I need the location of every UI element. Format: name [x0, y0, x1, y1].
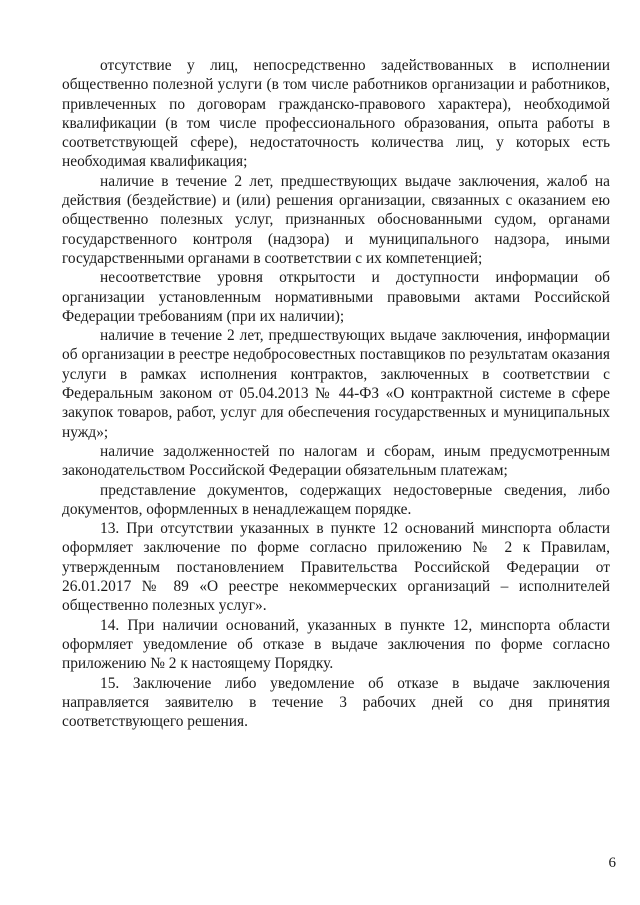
- paragraph-tax-debts: наличие задолженностей по налогам и сборам, иным предусмотренным законодательством Российской Федерации обязательным платежам;: [62, 442, 610, 480]
- paragraph-no-qualification: отсутствие у лиц, непосредственно задействованных в исполнении общественно полезной услуги (в том числе работников организации и работников, привлеченных по договорам гражданско-правового характера), необходимой квалификации (в том числе профессионального образования, опыта работы в соответствующей сфере), недостаточность количества лиц, у которых есть необходимая квалификация;: [62, 57, 610, 171]
- paragraph-information-openness: несоответствие уровня открытости и доступности информации об организации установленным нормативными правовыми актами Российской Федерации требованиям (при их наличии);: [62, 269, 610, 325]
- paragraph-complaints: наличие в течение 2 лет, предшествующих выдаче заключения, жалоб на действия (бездействие) и (или) решения организации, связанных с оказанием ею общественно полезных услуг, признанных обоснованными судом, органами государственного контроля (надзора) и муниципального надзора, иными государственными органами в соответствии с их компетенцией;: [62, 172, 610, 267]
- paragraph-unfair-suppliers-registry: наличие в течение 2 лет, предшествующих выдаче заключения, информации об организации в реестре недобросовестных поставщиков по результатам оказания услуги в рамках исполнения контрактов, заключенных в соответствии с Федеральным законом от 05.04.2013 № 44-ФЗ «О контрактной системе в сфере закупок товаров, работ, услуг для обеспечения государственных и муниципальных нужд»;: [62, 327, 610, 441]
- document-body: [62, 56, 610, 731]
- paragraph-item-13: 13. При отсутствии указанных в пункте 12 оснований минспорта области оформляет заключение по форме согласно приложению № 2 к Правилам, утвержденным постановлением Правительства Российской Федерации от 26.01.2017 № 89 «О реестре некоммерческих организаций – исполнителей общественно полезных услуг».: [62, 520, 610, 615]
- paragraph-item-14: 14. При наличии оснований, указанных в пункте 12, минспорта области оформляет уведомление об отказе в выдаче заключения по форме согласно приложению № 2 к настоящему Порядку.: [62, 616, 610, 673]
- paragraph-item-15: 15. Заключение либо уведомление об отказе в выдаче заключения направляется заявителю в течение 3 рабочих дней со дня принятия соответствующего решения.: [62, 674, 610, 731]
- page-number: 6: [608, 855, 616, 871]
- paragraph-false-documents: представление документов, содержащих недостоверные сведения, либо документов, оформленных в ненадлежащем порядке.: [62, 481, 610, 518]
